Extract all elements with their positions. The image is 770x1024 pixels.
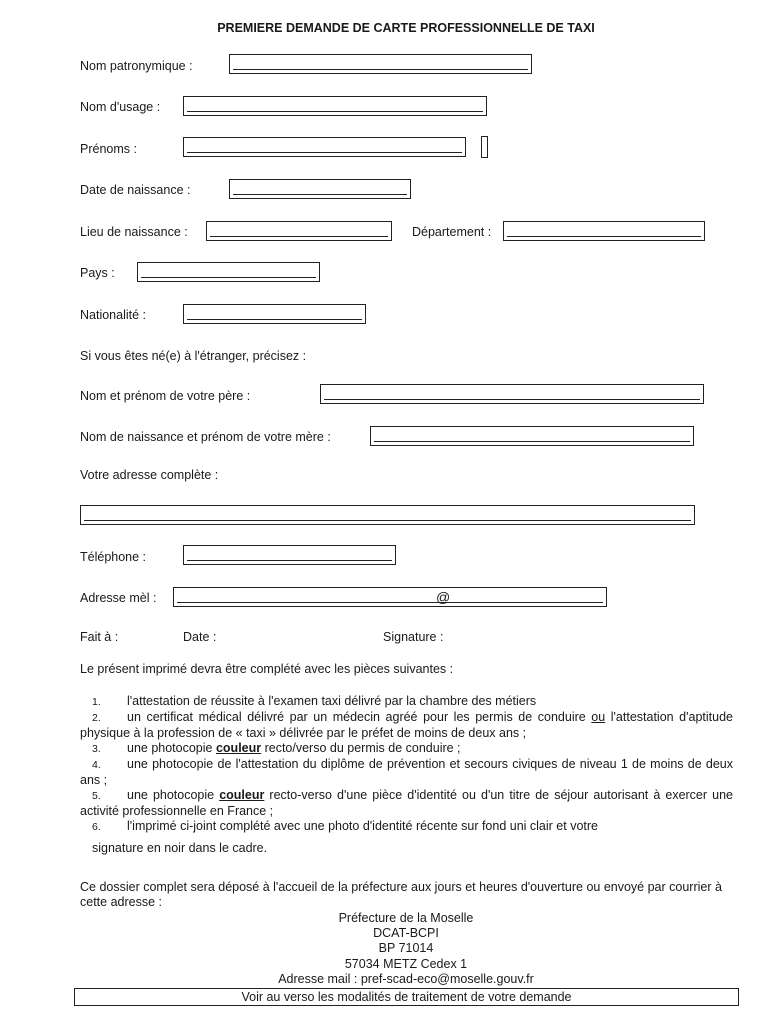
list-item: 5. une photocopie couleur recto-verso d'une pièce d'identité ou d'un titre de séjour autorisant à exercer une activité professionnelle en France ;	[80, 788, 733, 818]
nom-mere-field[interactable]	[370, 426, 694, 446]
adresse-label: Votre adresse complète :	[80, 468, 219, 482]
prenoms-field[interactable]	[183, 137, 466, 157]
prenoms-extra-box[interactable]	[481, 136, 488, 158]
pieces-list	[80, 694, 733, 835]
address-line-4: 57034 METZ Cedex 1	[344, 957, 468, 971]
pays-field[interactable]	[137, 262, 320, 282]
date-naissance-field[interactable]	[229, 179, 411, 199]
nom-usage-field[interactable]	[183, 96, 487, 116]
address-line-3: BP 71014	[378, 941, 434, 955]
adresse-mel-field[interactable]	[173, 587, 607, 607]
at-sign: @	[436, 589, 451, 605]
telephone-label: Téléphone :	[80, 550, 147, 564]
date-naissance-label: Date de naissance :	[80, 183, 191, 197]
nom-patronymique-label: Nom patronymique :	[80, 59, 193, 73]
telephone-field[interactable]	[183, 545, 396, 565]
fait-a-label: Fait à :	[80, 630, 119, 644]
address-line-2: DCAT-BCPI	[373, 926, 439, 940]
nationalite-label: Nationalité :	[80, 308, 147, 322]
si-etranger-label: Si vous êtes né(e) à l'étranger, précisez :	[80, 349, 307, 363]
list-item: 1. l'attestation de réussite à l'examen taxi délivré par la chambre des métiers	[92, 694, 537, 708]
lieu-naissance-label: Lieu de naissance :	[80, 225, 188, 239]
depot-text: Ce dossier complet sera déposé à l'accueil de la préfecture aux jours et heures d'ouverture ou envoyé par courrier à cette adresse :	[80, 880, 722, 909]
prenoms-label: Prénoms :	[80, 142, 137, 156]
nom-pere-label: Nom et prénom de votre père :	[80, 389, 251, 403]
adresse-field[interactable]	[80, 505, 695, 525]
nom-patronymique-field[interactable]	[229, 54, 532, 74]
departement-label: Département :	[412, 225, 492, 239]
nom-usage-label: Nom d'usage :	[80, 100, 161, 114]
footer-notice: Voir au verso les modalités de traitement de votre demande	[74, 988, 739, 1006]
lieu-naissance-field[interactable]	[206, 221, 392, 241]
list-item: 4. une photocopie de l'attestation du diplôme de prévention et secours civiques de niveau 1 de moins de deux ans ;	[80, 757, 733, 787]
nom-pere-field[interactable]	[320, 384, 704, 404]
date-label: Date :	[183, 630, 217, 644]
adresse-mel-label: Adresse mèl :	[80, 591, 157, 605]
pays-label: Pays :	[80, 266, 115, 280]
page-title: PREMIERE DEMANDE DE CARTE PROFESSIONNELLE DE TAXI	[217, 21, 595, 35]
address-line-1: Préfecture de la Moselle	[338, 911, 474, 925]
departement-field[interactable]	[503, 221, 705, 241]
nom-mere-label: Nom de naissance et prénom de votre mère :	[80, 430, 331, 444]
list-item: 2. un certificat médical délivré par un médecin agréé pour les permis de conduire ou l'attestation d'aptitude physique à la profession de « taxi » délivrée par le préfet de moins de deux ans ;	[80, 710, 734, 740]
signature-label: Signature :	[383, 630, 444, 644]
pieces-end: signature en noir dans le cadre.	[92, 841, 268, 855]
address-email: Adresse mail : pref-scad-eco@moselle.gouv.fr	[278, 972, 534, 986]
list-item: 6. l'imprimé ci-joint complété avec une photo d'identité récente sur fond uni clair et votre	[92, 819, 598, 833]
nationalite-field[interactable]	[183, 304, 366, 324]
pieces-intro: Le présent imprimé devra être complété avec les pièces suivantes :	[80, 662, 454, 676]
list-item: 3. une photocopie couleur recto/verso du permis de conduire ;	[92, 741, 461, 755]
